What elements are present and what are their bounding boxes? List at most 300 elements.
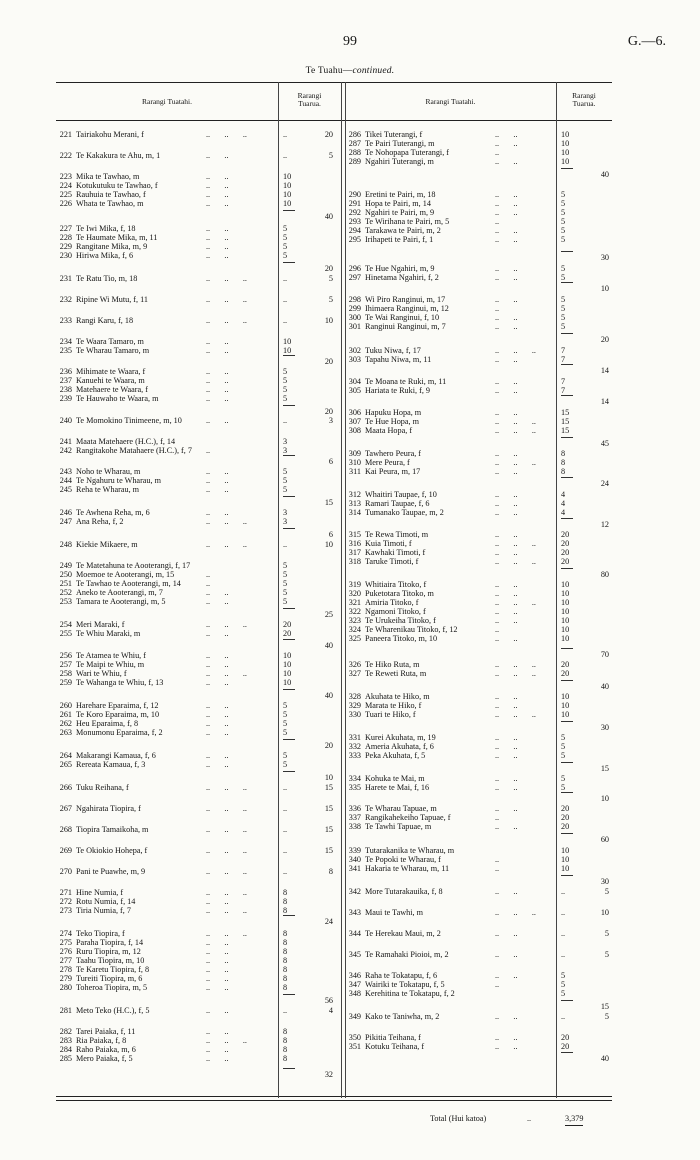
leader-dots: .. ..: [206, 660, 229, 669]
entry-name: Kawhaki Timoti, f: [365, 548, 426, 557]
group-total: 5: [328, 274, 333, 283]
entry-share: 5: [561, 217, 566, 226]
entry-share: 5: [561, 980, 566, 989]
group-total: 20: [324, 407, 333, 416]
leader-dots: .. ..: [495, 1033, 518, 1042]
entry-share: 5: [283, 485, 288, 494]
leader-dots: .. ..: [206, 467, 229, 476]
entry-share: 5: [561, 989, 566, 998]
leader-dots: .. ..: [495, 887, 518, 896]
entry-number: 303: [348, 355, 361, 364]
entry-name: Hine Numia, f: [76, 888, 124, 897]
entry-share: 5: [561, 295, 566, 304]
entry-name: Raho Paiaka, m, 6: [76, 1045, 136, 1054]
entry-number: 306: [348, 408, 361, 417]
entry-share: 8: [283, 938, 288, 947]
group-total: 5: [604, 950, 609, 959]
value-header-line1: Rarangi: [297, 91, 322, 100]
leader-dots: ..: [495, 864, 500, 873]
entry-number: 331: [348, 733, 361, 742]
entry-name: Wari te Whiu, f: [76, 669, 127, 678]
entry-number: 338: [348, 822, 361, 831]
entry-share: 8: [283, 965, 288, 974]
entry-name: Hopa te Pairi, m, 14: [365, 199, 431, 208]
group-total: 15: [324, 498, 333, 507]
leader-dots: .. ..: [495, 199, 518, 208]
entry-share: 20: [561, 1033, 570, 1042]
entry-number: 265: [59, 760, 72, 769]
entry-share: 5: [561, 208, 566, 217]
entry-share: 10: [561, 846, 570, 855]
subtotal-rule: [283, 994, 295, 995]
entry-number: 341: [348, 864, 361, 873]
entry-number: 283: [59, 1036, 72, 1045]
entry-share: 10: [561, 157, 570, 166]
entry-number: 221: [59, 130, 72, 139]
entry-number: 288: [348, 148, 361, 157]
entry-share: 8: [283, 888, 288, 897]
entry-name: Akuhata te Hiko, m: [365, 692, 430, 701]
group-total: 15: [600, 764, 609, 773]
entry-name: Kiekie Mikaere, m: [76, 540, 138, 549]
entry-share: 5: [283, 597, 288, 606]
entry-number: 286: [348, 130, 361, 139]
entry-share: 5: [283, 719, 288, 728]
leader-dots: .. ..: [495, 322, 518, 331]
entry-number: 316: [348, 539, 361, 548]
entry-name: Rangitakohe Matahaere (H.C.), f, 7: [76, 446, 192, 455]
leader-dots: ..: [283, 540, 288, 549]
entry-number: 247: [59, 517, 72, 526]
leader-dots: .. ..: [206, 983, 229, 992]
entry-name: Tureiti Tiopira, m, 6: [76, 974, 143, 983]
leader-dots: ..: [206, 446, 211, 455]
entry-name: Te Momokino Tinimeene, m, 10: [76, 416, 182, 425]
entry-number: 307: [348, 417, 361, 426]
entry-share: 5: [561, 733, 566, 742]
entry-name: Tuari te Hiko, f: [365, 710, 416, 719]
leader-dots: .. .. ..: [495, 417, 536, 426]
entry-share: 10: [561, 625, 570, 634]
entry-share: 5: [283, 376, 288, 385]
entry-name: Te Tawhi Tapuae, m: [365, 822, 432, 831]
entry-number: 226: [59, 199, 72, 208]
leader-dots: .. ..: [206, 367, 229, 376]
entry-name: Te Atamea te Whiu, f: [76, 651, 146, 660]
leader-dots: ..: [283, 130, 288, 139]
leader-dots: .. ..: [206, 974, 229, 983]
entry-number: 295: [348, 235, 361, 244]
entry-share: 20: [561, 557, 570, 566]
group-total: 5: [604, 1012, 609, 1021]
entry-name: Ihimaera Ranginui, m, 12: [365, 304, 449, 313]
subtotal-rule: [561, 437, 573, 438]
entry-number: 324: [348, 625, 361, 634]
entry-share: 4: [561, 499, 566, 508]
entry-number: 230: [59, 251, 72, 260]
entry-share: 10: [283, 337, 292, 346]
entry-number: 336: [348, 804, 361, 813]
leader-dots: .. ..: [206, 394, 229, 403]
subtotal-rule: [561, 518, 573, 519]
entry-name: Matehaere te Waara, f: [76, 385, 148, 394]
leader-dots: .. ..: [206, 719, 229, 728]
leader-dots: .. ..: [495, 295, 518, 304]
leader-dots: .. .. ..: [495, 539, 536, 548]
entry-name: Te Hiko Ruta, m: [365, 660, 420, 669]
group-total: 15: [324, 846, 333, 855]
subtotal-rule: [561, 568, 573, 569]
entry-name: Maui te Tawhi, m: [365, 908, 423, 917]
entry-name: Ria Paiaka, f, 8: [76, 1036, 127, 1045]
entry-share: 5: [561, 751, 566, 760]
subtotal-rule: [561, 833, 573, 834]
leader-dots: .. ..: [495, 355, 518, 364]
leader-dots: .. ..: [206, 588, 229, 597]
value-header-line2: Tuarua.: [572, 99, 596, 108]
entry-share: 10: [561, 864, 570, 873]
entry-number: 311: [349, 467, 361, 476]
subtotal-rule: [283, 355, 295, 356]
entry-number: 290: [348, 190, 361, 199]
leader-dots: .. ..: [495, 139, 518, 148]
leader-dots: .. ..: [206, 1006, 229, 1015]
subtotal-rule: [283, 639, 295, 640]
entry-name: Tarei Paiaka, f, 11: [76, 1027, 136, 1036]
entry-number: 312: [348, 490, 361, 499]
leader-dots: .. ..: [495, 929, 518, 938]
entry-name: Tairiakohu Merani, f: [76, 130, 144, 139]
entry-number: 305: [348, 386, 361, 395]
group-total: 10: [324, 540, 333, 549]
leader-dots: .. ..: [495, 607, 518, 616]
leader-dots: ..: [283, 867, 288, 876]
entry-name: Te Hauwaho te Waara, m: [76, 394, 159, 403]
entry-share: 8: [283, 1045, 288, 1054]
subtotal-rule: [283, 915, 295, 916]
leader-dots: .. ..: [206, 751, 229, 760]
entry-number: 272: [59, 897, 72, 906]
group-total: 20: [324, 264, 333, 273]
group-total: 80: [600, 570, 609, 579]
entry-name: Hapuku Hopa, m: [365, 408, 422, 417]
entry-number: 292: [348, 208, 361, 217]
entry-number: 231: [59, 274, 72, 283]
leader-dots: .. ..: [206, 965, 229, 974]
value-header-line1: Rarangi: [572, 91, 596, 100]
leader-dots: .. ..: [206, 651, 229, 660]
entry-share: 10: [561, 701, 570, 710]
leader-dots: .. ..: [206, 508, 229, 517]
subtitle-main: Te Tuahu—: [305, 66, 353, 76]
subtotal-rule: [283, 608, 295, 609]
leader-dots: ..: [283, 825, 288, 834]
entry-number: 275: [59, 938, 72, 947]
entry-number: 237: [59, 376, 72, 385]
entry-name: More Tutarakauika, f, 8: [365, 887, 443, 896]
entry-name: Te Maipi te Whiu, m: [76, 660, 145, 669]
entry-number: 241: [59, 437, 72, 446]
entry-name: Reha te Wharau, m: [76, 485, 140, 494]
entry-name: Te Wirihana te Pairi, m, 5: [365, 217, 450, 226]
leader-dots: .. ..: [495, 226, 518, 235]
entry-share: 10: [283, 660, 292, 669]
entry-share: 4: [561, 508, 566, 517]
leader-dots: .. .. ..: [206, 929, 247, 938]
entry-number: 270: [59, 867, 72, 876]
entry-number: 280: [59, 983, 72, 992]
entry-share: 20: [561, 1042, 570, 1051]
leader-dots: ..: [283, 783, 288, 792]
leader-dots: ..: [283, 416, 288, 425]
entry-number: 277: [59, 956, 72, 965]
entry-number: 350: [348, 1033, 361, 1042]
leader-dots: .. .. ..: [495, 660, 536, 669]
entry-number: 313: [348, 499, 361, 508]
leader-dots: .. ..: [206, 1027, 229, 1036]
entry-name: Te Urukeiha Titoko, f: [365, 616, 436, 625]
entry-name: Tapahu Niwa, m, 11: [365, 355, 432, 364]
leader-dots: ..: [495, 148, 500, 157]
entry-number: 340: [348, 855, 361, 864]
entry-share: 5: [283, 467, 288, 476]
entry-name: Ramari Taupae, f, 6: [365, 499, 430, 508]
entry-name: Marata te Hiko, f: [365, 701, 422, 710]
entry-name: Tiopira Tamaikoha, m: [76, 825, 149, 834]
subtotal-rule: [561, 477, 573, 478]
leader-dots: .. ..: [206, 938, 229, 947]
entry-name: Te Ngahuru te Wharau, m: [76, 476, 161, 485]
group-total: 40: [600, 682, 609, 691]
entry-share: 8: [283, 1036, 288, 1045]
entry-number: 328: [348, 692, 361, 701]
entry-name: Kai Peura, m, 17: [365, 467, 421, 476]
entry-name: Meto Teko (H.C.), f, 5: [76, 1006, 150, 1015]
subtotal-rule: [561, 395, 573, 396]
entry-name: Mero Paiaka, f, 5: [76, 1054, 133, 1063]
entry-number: 223: [59, 172, 72, 181]
entry-share: 5: [283, 751, 288, 760]
leader-dots: .. ..: [495, 804, 518, 813]
entry-share: 7: [561, 386, 566, 395]
group-total: 14: [600, 397, 609, 406]
subtotal-rule: [561, 792, 573, 793]
leader-dots: .. ..: [495, 548, 518, 557]
subtotal-rule: [283, 528, 295, 529]
entry-name: Hakaria te Wharau, m, 11: [365, 864, 450, 873]
entry-number: 329: [348, 701, 361, 710]
entry-share: 5: [561, 304, 566, 313]
entry-number: 318: [348, 557, 361, 566]
entry-share: 5: [283, 251, 288, 260]
total-dots: ..: [527, 1114, 532, 1123]
entry-share: 5: [283, 385, 288, 394]
entry-share: 5: [283, 476, 288, 485]
entry-share: 15: [561, 426, 570, 435]
leader-dots: .. ..: [206, 224, 229, 233]
entry-name: Maata Hopa, f: [365, 426, 413, 435]
subtotal-rule: [283, 210, 295, 211]
entry-name: Te Pairi Tuterangi, m: [365, 139, 435, 148]
group-total: 5: [604, 929, 609, 938]
leader-dots: .. .. ..: [206, 517, 247, 526]
entry-name: Mika te Tawhao, m: [76, 172, 140, 181]
group-total: 30: [600, 253, 609, 262]
subtotal-rule: [561, 721, 573, 722]
subtitle-continued: continued.: [352, 66, 395, 76]
leader-dots: ..: [495, 217, 500, 226]
group-total: 10: [324, 773, 333, 782]
leader-dots: .. ..: [495, 1012, 518, 1021]
entry-share: 20: [561, 804, 570, 813]
group-total: 3: [328, 416, 333, 425]
entry-name: Te Okiokio Hohepa, f: [76, 846, 148, 855]
entry-name: Irihapeti te Pairi, f, 1: [365, 235, 434, 244]
leader-dots: .. .. ..: [206, 888, 247, 897]
right-value-header: [556, 92, 612, 108]
leader-dots: .. ..: [206, 376, 229, 385]
entry-number: 296: [348, 264, 361, 273]
entry-share: 5: [561, 742, 566, 751]
entry-share: 3: [283, 517, 288, 526]
leader-dots: .. .. ..: [206, 783, 247, 792]
entry-name: Pikitia Teihana, f: [365, 1033, 421, 1042]
entry-share: 8: [283, 956, 288, 965]
leader-dots: ..: [283, 295, 288, 304]
entry-number: 228: [59, 233, 72, 242]
leader-dots: .. ..: [206, 172, 229, 181]
page-code: G.—6.: [627, 34, 666, 49]
entry-name: Mere Peura, f: [365, 458, 410, 467]
leader-dots: .. ..: [495, 1042, 518, 1051]
entry-number: 257: [59, 660, 72, 669]
entry-number: 244: [59, 476, 72, 485]
entry-name: Taruke Timoti, f: [365, 557, 419, 566]
entry-share: 10: [561, 607, 570, 616]
leader-dots: .. ..: [206, 416, 229, 425]
entry-share: 10: [283, 651, 292, 660]
entry-share: 8: [283, 983, 288, 992]
entry-name: Moemoe te Aooterangi, m, 15: [76, 570, 175, 579]
entry-name: Harete te Mai, f, 16: [365, 783, 430, 792]
leader-dots: .. ..: [206, 242, 229, 251]
group-total: 10: [600, 284, 609, 293]
group-total: 15: [324, 825, 333, 834]
entry-number: 259: [59, 678, 72, 687]
group-total: 56: [324, 996, 333, 1005]
entry-name: Ruru Tiopira, m, 12: [76, 947, 141, 956]
page-number: 99: [343, 34, 357, 49]
leader-dots: ..: [283, 316, 288, 325]
entry-share: 20: [561, 660, 570, 669]
leader-dots: ..: [561, 950, 566, 959]
group-total: 70: [600, 650, 609, 659]
entry-share: 5: [283, 710, 288, 719]
entry-name: Te Popoki te Wharau, f: [365, 855, 441, 864]
leader-dots: .. ..: [495, 692, 518, 701]
entry-name: Amiria Titoko, f: [365, 598, 419, 607]
leader-dots: ..: [283, 804, 288, 813]
entry-name: Raha te Tokatapu, f, 6: [365, 971, 438, 980]
leader-dots: .. ..: [495, 742, 518, 751]
entry-name: Kohuka te Mai, m: [365, 774, 425, 783]
leader-dots: .. .. ..: [206, 825, 247, 834]
subtotal-rule: [561, 1000, 573, 1001]
subtotal-rule: [283, 1068, 295, 1069]
leader-dots: .. .. ..: [206, 1036, 247, 1045]
group-total: 8: [328, 867, 333, 876]
group-total: 40: [324, 641, 333, 650]
entry-share: 5: [283, 760, 288, 769]
leader-dots: .. ..: [206, 597, 229, 606]
entry-name: Te Wharenikau Titoko, f, 12: [365, 625, 458, 634]
group-total: 20: [324, 741, 333, 750]
entry-share: 3: [283, 446, 288, 455]
leader-dots: .. ..: [495, 733, 518, 742]
leader-dots: ..: [495, 304, 500, 313]
leader-dots: .. ..: [206, 233, 229, 242]
group-total: 10: [324, 316, 333, 325]
entry-name: Te Waara Tamaro, m: [76, 337, 144, 346]
entry-name: Rauhuia te Tawhao, f: [76, 190, 146, 199]
subtotal-rule: [283, 262, 295, 263]
entry-share: 8: [561, 467, 566, 476]
entry-share: 5: [561, 313, 566, 322]
entry-name: Te Hue Ngahiri, m, 9: [365, 264, 435, 273]
entry-number: 345: [348, 950, 361, 959]
entry-name: Tarakawa te Pairi, m, 2: [365, 226, 441, 235]
entry-number: 256: [59, 651, 72, 660]
table-top-rule: [56, 82, 612, 83]
entry-number: 246: [59, 508, 72, 517]
entry-name: Te Haumate Mika, m, 11: [76, 233, 158, 242]
entry-share: 5: [283, 701, 288, 710]
entry-share: 5: [283, 233, 288, 242]
subtotal-rule: [561, 875, 573, 876]
leader-dots: .. ..: [495, 408, 518, 417]
entry-number: 297: [348, 273, 361, 282]
entry-number: 271: [59, 888, 72, 897]
entry-share: 20: [561, 539, 570, 548]
entry-share: 20: [283, 629, 292, 638]
subtotal-rule: [283, 405, 295, 406]
entry-name: Paraha Tiopira, f, 14: [76, 938, 144, 947]
group-total: 40: [324, 691, 333, 700]
entry-number: 250: [59, 570, 72, 579]
entry-name: Ranginui Ranginui, m, 7: [365, 322, 446, 331]
subtotal-rule: [561, 1052, 573, 1053]
leader-dots: .. ..: [495, 783, 518, 792]
entry-share: 5: [283, 242, 288, 251]
group-total: 32: [324, 1070, 333, 1079]
group-total: 40: [324, 212, 333, 221]
leader-dots: ..: [561, 1012, 566, 1021]
leader-dots: .. .. ..: [495, 557, 536, 566]
leader-dots: .. ..: [206, 701, 229, 710]
leader-dots: ..: [283, 1006, 288, 1015]
leader-dots: .. .. ..: [495, 710, 536, 719]
leader-dots: .. .. ..: [495, 669, 536, 678]
entry-name: Kotuku Teihana, f: [365, 1042, 425, 1051]
entry-number: 309: [348, 449, 361, 458]
group-total: 24: [324, 917, 333, 926]
entry-number: 255: [59, 629, 72, 638]
entry-number: 334: [348, 774, 361, 783]
entry-share: 10: [561, 855, 570, 864]
leader-dots: .. .. ..: [495, 598, 536, 607]
entry-name: Rereata Kamaua, f, 3: [76, 760, 146, 769]
entry-name: Tiria Numia, f, 7: [76, 906, 131, 915]
